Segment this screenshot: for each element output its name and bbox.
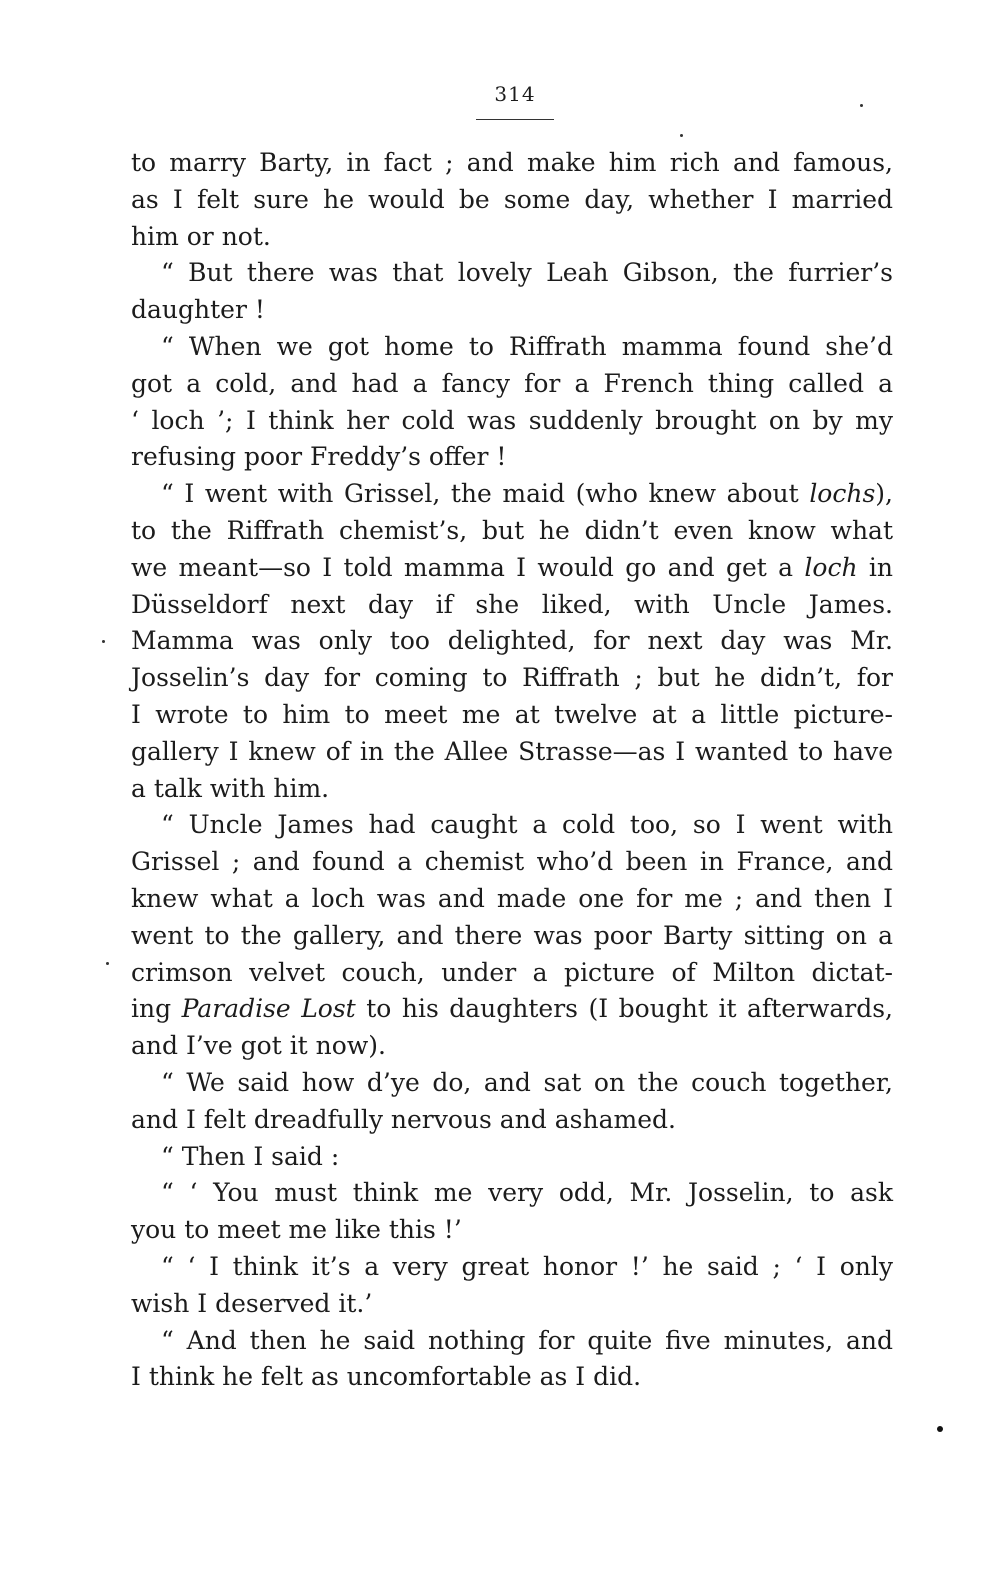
text-line: “ We said how d’ye do, and sat on the couch together, [161,1067,893,1097]
text-line: Düsseldorf next day if she liked, with Uncle James. [131,589,893,619]
text-line: to the Riffrath chemist’s, but he didn’t even know what [131,515,893,545]
scan-speck [102,640,105,643]
text-line: I think he felt as uncomfortable as I did. [131,1362,642,1392]
text-line: “ But there was that lovely Leah Gibson, the furrier’s [161,258,893,288]
text-line [131,550,893,587]
text-line: ‘ loch ’; I think her cold was suddenly brought on by my [131,405,893,435]
text-segment: in [857,552,894,582]
text-line: “ ‘ You must think me very odd, Mr. Josselin, to ask [161,1178,893,1208]
text-line: you to meet me like this !’ [131,1215,462,1245]
text-line [131,476,893,513]
text-line: crimson velvet couch, under a picture of Milton dictat- [131,957,893,987]
text-line: Grissel ; and found a chemist who’d been in France, and [131,847,893,877]
text-line: “ ‘ I think it’s a very great honor !’ he said ; ‘ I only [161,1251,893,1281]
text-line: a talk with him. [131,773,330,803]
text-segment: we meant—so I told mamma I would go and get a [131,552,805,582]
text-line [131,991,893,1028]
scan-speck [680,134,683,137]
text-line: “ Then I said : [161,1141,340,1171]
text-line: “ When we got home to Riffrath mamma found she’d [161,331,893,361]
text-line: to marry Barty, in fact ; and make him rich and famous, [131,148,893,177]
text-line: and I felt dreadfully nervous and ashamed. [131,1104,676,1134]
text-line: I wrote to him to meet me at twelve at a little picture- [131,699,893,729]
text-line: and I’ve got it now). [131,1031,386,1061]
text-line: gallery I knew of in the Allee Strasse—as I wanted to have [131,736,893,766]
scan-speck [937,1426,943,1432]
text-line: Josselin’s day for coming to Riffrath ; but he didn’t, for [131,663,893,693]
text-line: as I felt sure he would be some day, whether I married [131,184,893,214]
scan-speck [860,104,863,107]
text-line: refusing poor Freddy’s offer ! [131,442,507,472]
text-line: him or not. [131,221,271,251]
text-segment: “ I went with Grissel, the maid (who knew about [161,479,810,509]
text-line: got a cold, and had a fancy for a French thing called a [131,368,893,398]
italic-text: loch [804,552,858,582]
body-text [131,145,893,1396]
text-line: went to the gallery, and there was poor Barty sitting on a [131,920,893,950]
text-line: “ Uncle James had caught a cold too, so I went with [161,810,893,840]
italic-text: Paradise Lost [181,994,356,1024]
page-number: 314 [494,82,536,106]
text-segment: to his daughters (I bought it afterwards, [355,994,893,1024]
scan-speck [106,962,109,965]
text-line: knew what a loch was and made one for me ; and then I [131,883,893,913]
text-line: wish I deserved it.’ [131,1288,373,1318]
page-number-rule [476,119,554,120]
text-line: Mamma was only too delighted, for next day was Mr. [131,626,893,656]
text-segment: ), [875,479,893,509]
text-segment: ing [131,994,182,1024]
text-line: daughter ! [131,295,265,325]
italic-text: lochs [809,479,876,509]
text-line: “ And then he said nothing for quite five minutes, and [161,1325,893,1355]
